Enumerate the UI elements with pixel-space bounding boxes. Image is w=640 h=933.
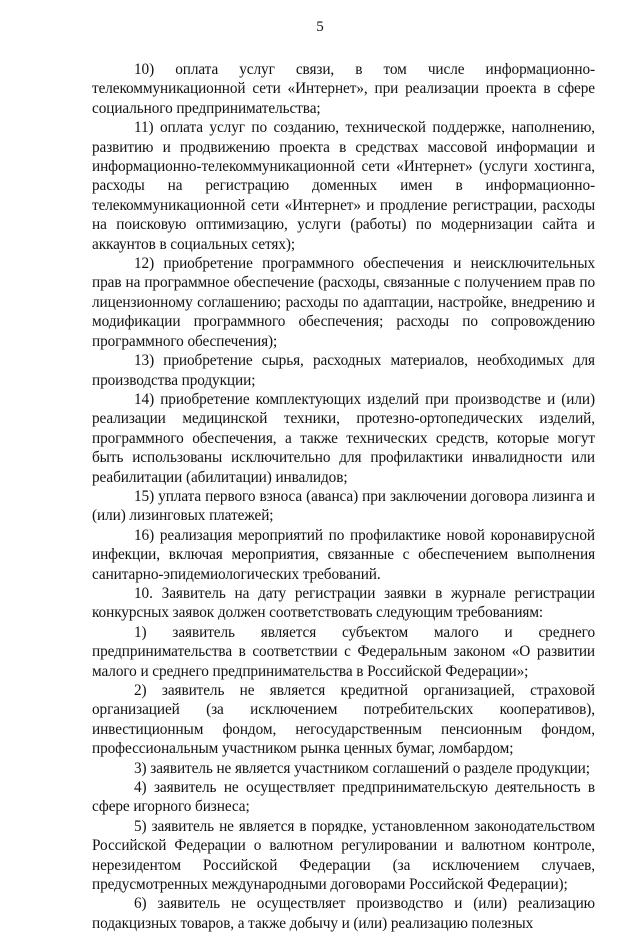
paragraph-item-11-media-promotion: 11) оплата услуг по созданию, технической поддержке, наполнению, развитию и продвижению проекта в средствах массовой информации и информационно-телекоммуникационной сети «Интернет» (услуги хостинга, расходы на регистрацию доменных имен в информационно-телекоммуникационной сети «Интернет» и продление регистрации, расходы на поисковую оптимизацию, услуги (работы) по модернизации сайта и аккаунтов в социальных сетях); xyxy=(92,119,595,253)
paragraph-requirement-1: 1) заявитель является субъектом малого и среднего предпринимательства в соответствии с Федеральным законом «О развитии малого и среднего предпринимательства в Российской Федерации»; xyxy=(92,623,595,680)
paragraph-item-16-covid-measures: 16) реализация мероприятий по профилактике новой коронавирусной инфекции, включая мероприятия, связанные с обеспечением выполнения санитарно-эпидемиологических требований. xyxy=(92,526,595,583)
paragraph-requirement-5: 5) заявитель не является в порядке, установленном законодательством Российской Федерации о валютном регулировании и валютном контроле, нерезидентом Российской Федерации (за исключением случаев, предусмотренных международными договорами Российской Федерации); xyxy=(92,817,595,894)
paragraph-requirement-6: 6) заявитель не осуществляет производство и (или) реализацию подакцизных товаров, а также добычу и (или) реализацию полезных xyxy=(92,895,595,932)
paragraph-item-15-leasing: 15) уплата первого взноса (аванса) при заключении договора лизинга и (или) лизинговых платежей; xyxy=(92,487,595,525)
paragraph-requirement-2: 2) заявитель не является кредитной организацией, страховой организацией (за исключением потребительских кооперативов), инвестиционным фондом, негосударственным пенсионным фондом, профессиональным участником рынка ценных бумаг, ломбардом; xyxy=(92,682,595,758)
page-number: 5 xyxy=(316,19,324,35)
paragraph-item-13-raw-materials: 13) приобретение сырья, расходных материалов, необходимых для производства продукции; xyxy=(92,352,595,389)
paragraph-requirement-3: 3) заявитель не является участником соглашений о разделе продукции; xyxy=(134,759,590,777)
paragraph-item-10-communication: 10) оплата услуг связи, в том числе информационно-телекоммуникационной сети «Интернет», при реализации проекта в сфере социального предпринимательства; xyxy=(92,61,595,117)
paragraph-clause-10-requirements: 10. Заявитель на дату регистрации заявки в журнале регистрации конкурсных заявок должен соответствовать следующим требованиям: xyxy=(92,584,595,622)
paragraph-item-12-software: 12) приобретение программного обеспечения и неисключительных прав на программное обеспечение (расходы, связанные с получением прав по лицензионному соглашению; расходы по адаптации, настройке, внедрению и модификации программного обеспечения; расходы по сопровождению программного обеспечения); xyxy=(92,255,595,350)
paragraph-requirement-4: 4) заявитель не осуществляет предпринимательскую деятельность в сфере игорного бизнеса; xyxy=(92,779,595,816)
paragraph-item-14-components: 14) приобретение комплектующих изделий при производстве и (или) реализации медицинской техники, протезно-ортопедических изделий, программного обеспечения, а также технических средств, которые могут быть использованы исключительно для профилактики инвалидности или реабилитации (абилитации) инвалидов; xyxy=(92,390,595,486)
document-body xyxy=(92,60,595,933)
